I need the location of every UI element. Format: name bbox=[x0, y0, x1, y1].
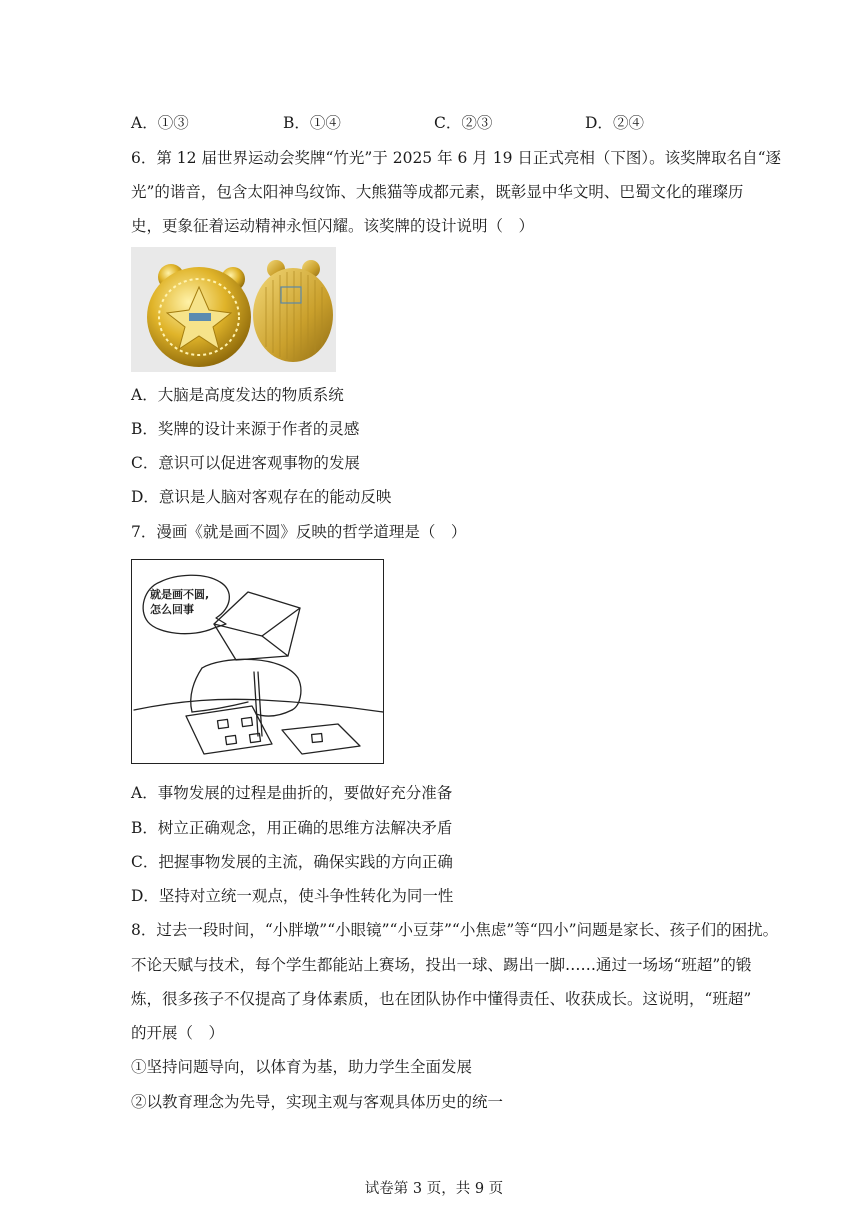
q8-stem-line: 8．过去一段时间，“小胖墩”“小眼镜”“小豆芽”“小焦虑”等“四小”问题是家长、孩子们的困扰。 bbox=[131, 921, 779, 939]
q8-stem-line: 的开展（ ） bbox=[131, 1024, 225, 1042]
medal-illustration bbox=[131, 247, 336, 372]
speech-bubble-text bbox=[150, 587, 220, 617]
q6-stem-line: 光”的谐音，包含太阳神鸟纹饰、大熊猫等成都元素，既彰显中华文明、巴蜀文化的璀璨历 bbox=[131, 183, 744, 201]
q7-option-d: D．坚持对立统一观点，使斗争性转化为同一性 bbox=[131, 887, 454, 905]
q6-option-c: C．意识可以促进客观事物的发展 bbox=[131, 454, 360, 472]
speech-line-2: 怎么回事 bbox=[150, 603, 194, 616]
q5-option-d: D．②④ bbox=[585, 114, 644, 132]
q7-option-a: A．事物发展的过程是曲折的，要做好充分准备 bbox=[131, 784, 453, 802]
medal-photo bbox=[131, 247, 336, 372]
speech-line-1: 就是画不圆, bbox=[150, 588, 210, 601]
q6-option-b: B．奖牌的设计来源于作者的灵感 bbox=[131, 420, 360, 438]
q8-item-1: ①坚持问题导向，以体育为基，助力学生全面发展 bbox=[131, 1058, 473, 1076]
comic-cartoon bbox=[131, 559, 384, 764]
q8-stem-line: 不论天赋与技术，每个学生都能站上赛场，投出一球、踢出一脚……通过一场场“班超”的锻 bbox=[131, 956, 752, 974]
q7-stem: 7．漫画《就是画不圆》反映的哲学道理是（ ） bbox=[131, 523, 467, 541]
q7-option-c: C．把握事物发展的主流，确保实践的方向正确 bbox=[131, 853, 453, 871]
q6-option-d: D．意识是人脑对客观存在的能动反映 bbox=[131, 488, 392, 506]
q6-option-a: A．大脑是高度发达的物质系统 bbox=[131, 386, 344, 404]
q5-option-c: C．②③ bbox=[434, 114, 493, 132]
q6-stem-line: 史，更象征着运动精神永恒闪耀。该奖牌的设计说明（ ） bbox=[131, 217, 535, 235]
q7-option-b: B．树立正确观念，用正确的思维方法解决矛盾 bbox=[131, 819, 453, 837]
q8-stem-line: 炼，很多孩子不仅提高了身体素质，也在团队协作中懂得责任、收获成长。这说明，“班超” bbox=[131, 990, 752, 1008]
q6-stem-line: 6．第 12 届世界运动会奖牌“竹光”于 2025 年 6 月 19 日正式亮相（下图）。该奖牌取名自“逐 bbox=[131, 149, 782, 167]
q8-item-2: ②以教育理念为先导，实现主观与客观具体历史的统一 bbox=[131, 1093, 504, 1111]
q5-option-b: B．①④ bbox=[283, 114, 341, 132]
q5-option-a: A．①③ bbox=[131, 114, 189, 132]
page-footer: 试卷第 3 页，共 9 页 bbox=[364, 1181, 504, 1197]
